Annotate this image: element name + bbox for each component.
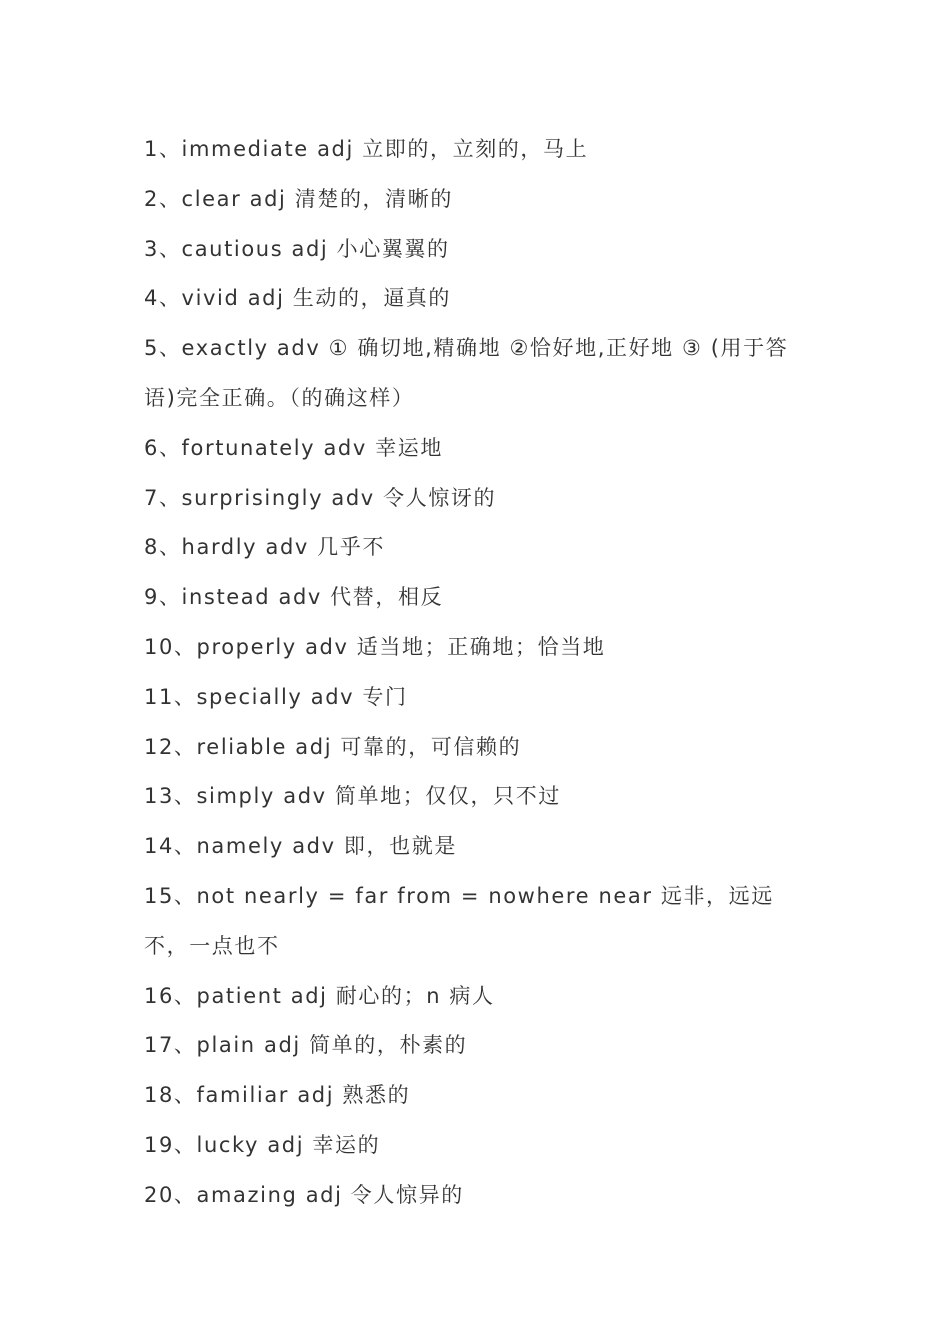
vocab-entry: 19、lucky adj 幸运的 [144, 1132, 381, 1157]
vocab-entry: 17、plain adj 简单的，朴素的 [144, 1033, 468, 1058]
vocab-entry: 6、fortunately adv 幸运地 [144, 435, 443, 460]
vocab-entry: 4、vivid adj 生动的，逼真的 [144, 286, 451, 311]
vocab-entry: 8、hardly adv 几乎不 [144, 535, 385, 560]
vocab-entry: 18、familiar adj 熟悉的 [144, 1083, 411, 1108]
vocab-entry: 1、immediate adj 立即的，立刻的，马上 [144, 137, 589, 161]
vocab-entry: 11、specially adv 专门 [144, 684, 408, 709]
vocab-entry: 3、cautious adj 小心翼翼的 [144, 236, 450, 261]
vocab-entry: 14、namely adv 即，也就是 [144, 834, 457, 859]
vocab-entry: 5、exactly adv ① 确切地,精确地 ②恰好地,正好地 ③ (用于答语)完全正确。（的确这样） [144, 336, 789, 410]
vocab-entry: 9、instead adv 代替，相反 [144, 585, 444, 610]
vocab-entry: 12、reliable adj 可靠的，可信赖的 [144, 734, 522, 759]
vocab-entry: 15、not nearly = far from = nowhere near 远非，远远不，一点也不 [144, 883, 774, 958]
vocab-entry: 13、simply adv 简单地；仅仅，只不过 [144, 784, 561, 809]
vocab-entry: 16、patient adj 耐心的；n 病人 [144, 983, 495, 1008]
vocab-entry: 2、clear adj 清楚的，清晰的 [144, 186, 453, 211]
vocab-entry: 20、amazing adj 令人惊异的 [144, 1182, 464, 1207]
vocab-entry: 10、properly adv 适当地；正确地；恰当地 [144, 634, 606, 659]
vocabulary-list [144, 125, 814, 1221]
vocab-entry: 7、surprisingly adv 令人惊讶的 [144, 485, 497, 510]
